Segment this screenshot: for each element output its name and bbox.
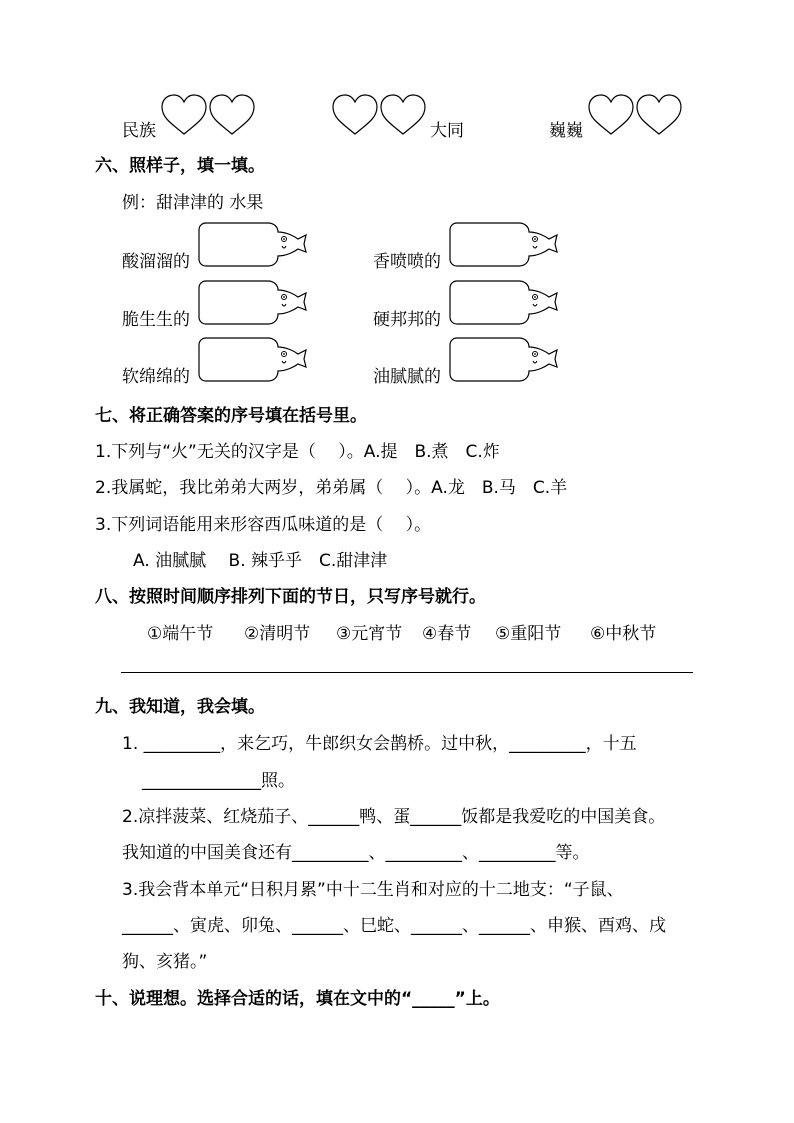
hearts-word-1: 民族 bbox=[122, 121, 156, 141]
section-6-example: 例：甜津津的 水果 bbox=[122, 193, 264, 213]
answer-line[interactable] bbox=[121, 672, 693, 673]
fill-item-label: 硬邦邦的 bbox=[373, 310, 441, 330]
question-7-1: 1.下列与“火”无关的汉字是（ ）。A.提 B.煮 C.炸 bbox=[95, 442, 500, 462]
hearts-word-3: 巍巍 bbox=[549, 121, 583, 141]
heart-pair-icon[interactable] bbox=[331, 94, 429, 136]
festival-item: ⑤重阳节 bbox=[495, 624, 562, 644]
question-9-1-line-1: 1. _________，来乞巧，牛郎织女会鹊桥。过中秋，_________，十五 bbox=[122, 734, 637, 754]
festival-item: ③元宵节 bbox=[336, 624, 403, 644]
fish-answer-box[interactable] bbox=[198, 222, 308, 268]
fish-answer-box[interactable] bbox=[449, 337, 559, 383]
fill-item-label: 酸溜溜的 bbox=[122, 252, 190, 272]
festival-item: ①端午节 bbox=[147, 624, 214, 644]
fill-item-label: 油腻腻的 bbox=[373, 367, 441, 387]
fill-item-label: 香喷喷的 bbox=[373, 252, 441, 272]
festival-item: ④春节 bbox=[422, 624, 472, 644]
festival-item: ⑥中秋节 bbox=[590, 624, 657, 644]
question-9-3-line-3: 狗、亥猪。” bbox=[122, 952, 208, 972]
section-9-title: 九、我知道，我会填。 bbox=[95, 697, 265, 717]
fish-answer-box[interactable] bbox=[449, 280, 559, 326]
hearts-word-2: 大同 bbox=[430, 121, 464, 141]
section-6-title: 六、照样子，填一填。 bbox=[95, 156, 265, 176]
fill-item-label: 软绵绵的 bbox=[122, 367, 190, 387]
fish-answer-box[interactable] bbox=[198, 280, 308, 326]
question-7-3: 3.下列词语能用来形容西瓜味道的是（ ）。 bbox=[95, 515, 432, 535]
fish-answer-box[interactable] bbox=[198, 337, 308, 383]
section-10-title: 十、说理想。选择合适的话，填在文中的“_____”上。 bbox=[95, 989, 500, 1009]
section-8-title: 八、按照时间顺序排列下面的节日，只写序号就行。 bbox=[95, 587, 486, 607]
section-7-title: 七、将正确答案的序号填在括号里。 bbox=[95, 406, 367, 426]
question-9-3-line-1: 3.我会背本单元“日积月累”中十二生肖和对应的十二地支：“子鼠、 bbox=[122, 880, 624, 900]
question-9-3-line-2: ______、寅虎、卯兔、______、巳蛇、______、______、申猴、酉鸡、戌 bbox=[122, 916, 666, 936]
heart-pair-icon[interactable] bbox=[587, 94, 685, 136]
fish-answer-box[interactable] bbox=[449, 222, 559, 268]
question-7-2: 2.我属蛇，我比弟弟大两岁，弟弟属（ ）。A.龙 B.马 C.羊 bbox=[95, 478, 568, 498]
heart-pair-icon[interactable] bbox=[160, 94, 258, 136]
festival-item: ②清明节 bbox=[244, 624, 311, 644]
question-9-1-line-2: ______________照。 bbox=[142, 771, 295, 791]
fill-item-label: 脆生生的 bbox=[122, 310, 190, 330]
question-7-3-options: A. 油腻腻 B. 辣乎乎 C.甜津津 bbox=[133, 551, 388, 571]
question-9-2-line-2: 我知道的中国美食还有_________、_________、_________等。 bbox=[122, 843, 590, 863]
question-9-2-line-1: 2.凉拌菠菜、红烧茄子、______鸭、蛋______饭都是我爱吃的中国美食。 bbox=[122, 807, 666, 827]
